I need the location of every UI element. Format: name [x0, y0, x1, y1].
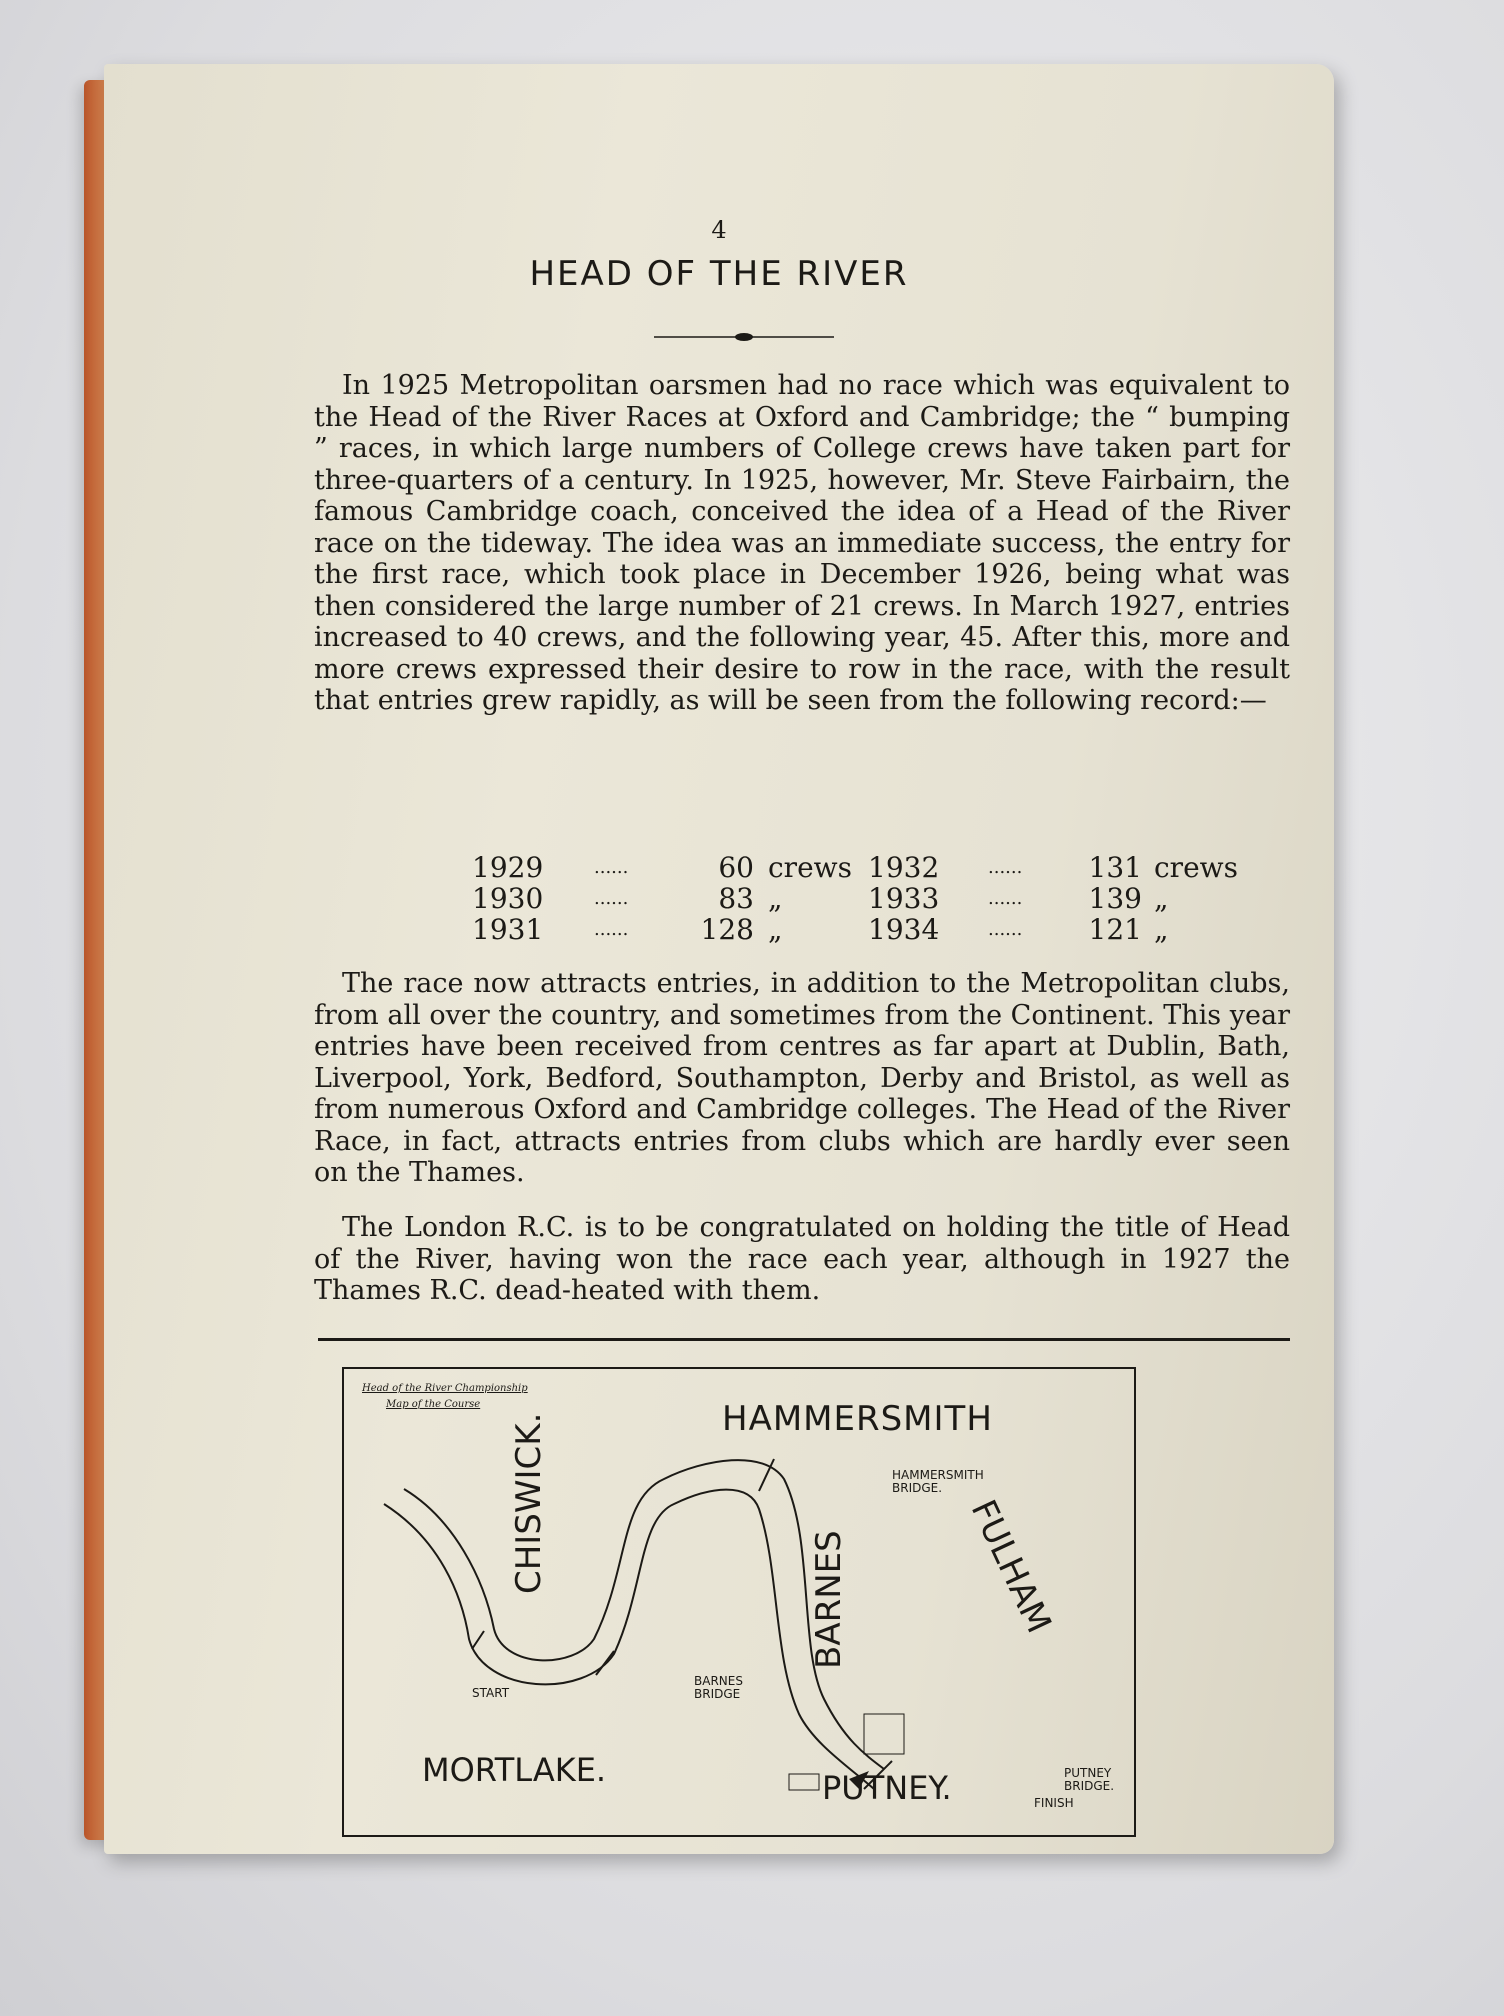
course-map — [342, 1367, 1136, 1837]
record-crews: 83 — [718, 882, 754, 915]
map-heading-title: Head of the River Championship — [362, 1383, 528, 1394]
record-year: 1931 — [472, 913, 544, 946]
record-leader-dots: ...... — [594, 857, 629, 878]
map-heading-subtitle: Map of the Course — [386, 1399, 481, 1410]
map-label-start: START — [472, 1686, 510, 1700]
title-ornament — [654, 332, 834, 342]
table-row — [354, 914, 1254, 945]
record-crews: 60 — [718, 851, 754, 884]
record-crews: 121 — [1088, 913, 1142, 946]
record-leader-dots: ...... — [988, 888, 1023, 909]
putney-pier — [789, 1774, 819, 1790]
section-divider — [318, 1338, 1290, 1341]
record-unit: „ — [1154, 913, 1169, 946]
record-year: 1932 — [868, 851, 940, 884]
start-marker — [472, 1631, 484, 1649]
map-label-finish: FINISH — [1034, 1796, 1074, 1810]
record-year: 1934 — [868, 913, 940, 946]
paragraph-history: In 1925 Metropolitan oarsmen had no race which was equivalent to the Head of the River Races at Oxford and Cambridge; the “ bumping ” races, in which large numbers of College crews have taken part for three-quarters of a century. In 1925, however, Mr. Steve Fairbairn, the famous Cambridge coach, conceived the idea of a Head of the River race on the tideway. The idea was an immediate success, the entry for the first race, which took place in December 1926, being what was then considered the large number of 21 crews. In March 1927, entries increased to 40 crews, and the following year, 45. After this, more and more crews expressed their desire to row in the race, with the result that entries grew rapidly, as will be seen from the following record:— — [314, 370, 1290, 716]
record-crews: 128 — [700, 913, 754, 946]
page-title: HEAD OF THE RIVER — [529, 254, 909, 294]
record-leader-dots: ...... — [988, 919, 1023, 940]
paragraph-title-holders: The London R.C. is to be congratulated on holding the title of Head of the River, having won the race each year, although in 1927 the Thames R.C. dead-heated with them. — [314, 1212, 1290, 1306]
record-year: 1933 — [868, 882, 940, 915]
map-label-mortlake: MORTLAKE. — [422, 1751, 607, 1789]
map-label-hammersmith-bridge: HAMMERSMITH BRIDGE. — [892, 1468, 984, 1495]
record-unit: „ — [768, 913, 783, 946]
table-row — [354, 852, 1254, 883]
record-unit: crews — [1154, 851, 1238, 884]
map-label-fulham: FULHAM — [962, 1494, 1059, 1640]
paragraph-entries: The race now attracts entries, in addition to the Metropolitan clubs, from all over the country, and sometimes from the Continent. This year entries have been received from centres as far apart at Dublin, Bath, Liverpool, York, Bedford, Southampton, Derby and Bristol, as well as from numerous Oxford and Cambridge colleges. The Head of the River Race, in fact, attracts entries from clubs which are hardly ever seen on the Thames. — [314, 968, 1290, 1188]
record-year: 1930 — [472, 882, 544, 915]
record-crews: 131 — [1088, 851, 1142, 884]
page-number: 4 — [711, 216, 727, 244]
booklet-page — [104, 64, 1334, 1854]
map-label-putney: PUTNEY. — [822, 1769, 952, 1807]
record-unit: „ — [1154, 882, 1169, 915]
map-label-barnes-bridge: BARNES BRIDGE — [694, 1674, 743, 1701]
map-label-barnes: BARNES — [809, 1530, 849, 1669]
table-row — [354, 883, 1254, 914]
record-unit: „ — [768, 882, 783, 915]
entries-record-table — [354, 852, 1254, 945]
barnes-bridge-line — [596, 1651, 614, 1675]
map-label-chiswick: CHISWICK. — [509, 1412, 549, 1594]
record-leader-dots: ...... — [594, 919, 629, 940]
record-crews: 139 — [1088, 882, 1142, 915]
record-unit: crews — [768, 851, 852, 884]
record-leader-dots: ...... — [594, 888, 629, 909]
record-leader-dots: ...... — [988, 857, 1023, 878]
fulham-ground — [864, 1714, 904, 1754]
record-year: 1929 — [472, 851, 544, 884]
map-label-hammersmith: HAMMERSMITH — [722, 1399, 993, 1439]
map-label-putney-bridge: PUTNEY BRIDGE. — [1064, 1766, 1115, 1793]
